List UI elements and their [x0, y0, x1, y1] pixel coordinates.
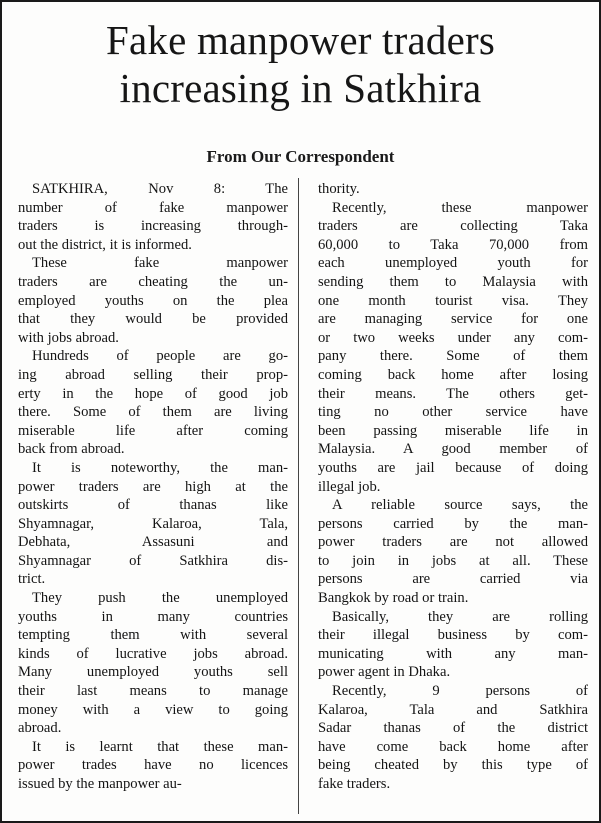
- right-column-text-line: municating with any man-: [318, 645, 588, 662]
- right-column-text-line: one month tourist visa. They: [318, 292, 588, 309]
- left-column-paragraph: [18, 180, 288, 254]
- column-divider: [298, 178, 299, 814]
- left-column-text-line: They push the unemployed: [32, 590, 288, 607]
- right-column-text-line: fake traders.: [318, 776, 391, 792]
- right-column-text-line: Recently, these manpower: [332, 199, 588, 216]
- left-column-text-line: Debhata, Assasuni and: [18, 534, 288, 551]
- right-column-text-line: illegal job.: [318, 478, 381, 495]
- right-column-text-line: been passing miserable life in: [318, 422, 588, 439]
- right-column-text-line: Kalaroa, Tala and Satkhira: [318, 701, 588, 718]
- headline-line-2: increasing in Satkhira: [119, 65, 482, 111]
- left-column-text-line: Shyamnagar, Kalaroa, Tala,: [18, 515, 288, 532]
- right-column-text-line: ting no other service have: [318, 404, 588, 421]
- left-column-text-line: Many unemployed youths sell: [18, 664, 288, 681]
- left-column: [18, 180, 288, 794]
- byline: From Our Correspondent: [206, 147, 395, 166]
- right-column-text-line: power traders are not allowed: [318, 534, 588, 551]
- left-column-text-line: Hundreds of people are go-: [32, 348, 288, 365]
- right-column-text-line: their means. The others get-: [318, 385, 588, 402]
- right-column-paragraph: [318, 199, 588, 497]
- left-column-text-line: power traders are high at the: [18, 478, 288, 495]
- left-column-paragraph: [18, 738, 288, 794]
- right-column-text-line: coming back home after losing: [318, 366, 588, 383]
- left-column-text-line: trict.: [18, 571, 46, 588]
- right-column-text-line: Recently, 9 persons of: [332, 683, 588, 700]
- right-column-text-line: each unemployed youth for: [318, 255, 588, 272]
- right-column-text-line: Sadar thanas of the district: [318, 720, 588, 737]
- right-column-paragraph: [318, 682, 588, 794]
- left-column-text-line: SATKHIRA, Nov 8: The: [32, 181, 288, 197]
- left-column-text-line: with jobs abroad.: [18, 329, 119, 346]
- left-column-text-line: employed youths on the plea: [18, 292, 288, 309]
- left-column-text-line: These fake manpower: [32, 255, 288, 272]
- left-column-text-line: It is noteworthy, the man-: [32, 459, 288, 476]
- left-column-text-line: traders are cheating the un-: [18, 273, 288, 290]
- left-column-paragraph: [18, 589, 288, 738]
- right-column-text-line: youths are jail because of doing: [318, 459, 588, 476]
- left-column-text-line: outskirts of thanas like: [18, 497, 288, 514]
- right-column-text-line: traders are collecting Taka: [318, 218, 588, 235]
- right-column-text-line: their illegal business by com-: [318, 627, 588, 644]
- left-column-text-line: power trades have no licences: [18, 757, 288, 774]
- left-column-paragraph: [18, 347, 288, 459]
- right-column-text-line: persons are carried via: [318, 571, 588, 588]
- right-column-text-line: Basically, they are rolling: [332, 608, 588, 625]
- right-column-text-line: Malaysia. A good member of: [318, 441, 588, 458]
- left-column-text-line: issued by the manpower au-: [18, 776, 182, 792]
- headline: [12, 16, 589, 112]
- right-column-paragraph: [318, 180, 588, 199]
- right-column-text-line: or two weeks under any com-: [318, 329, 588, 346]
- left-column-text-line: number of fake manpower: [18, 199, 288, 216]
- left-column-text-line: kinds of lucrative jobs abroad.: [18, 645, 288, 662]
- left-column-text-line: that they would be provided: [18, 311, 288, 328]
- right-column-paragraph: [318, 608, 588, 682]
- left-column-text-line: back from abroad.: [18, 441, 125, 458]
- left-column-text-line: It is learnt that these man-: [32, 738, 288, 755]
- left-column-text-line: erty in the hope of good job: [18, 385, 288, 402]
- left-column-text-line: miserable life after coming: [18, 422, 288, 439]
- right-column: [318, 180, 588, 794]
- right-column-text-line: Bangkok by road or train.: [318, 590, 469, 607]
- right-column-text-line: A reliable source says, the: [332, 497, 588, 514]
- headline-line-1: Fake manpower traders: [106, 17, 495, 63]
- left-column-text-line: tempting them with several: [18, 627, 288, 644]
- left-column-text-line: ing abroad selling their prop-: [18, 366, 288, 383]
- right-column-text-line: have come back home after: [318, 738, 588, 755]
- left-column-paragraph: [18, 254, 288, 347]
- left-column-text-line: their last means to manage: [18, 683, 288, 700]
- left-column-text-line: traders is increasing through-: [18, 218, 288, 235]
- left-column-text-line: out the district, it is informed.: [18, 236, 192, 253]
- right-column-text-line: power agent in Dhaka.: [318, 664, 451, 681]
- left-column-text-line: money with a view to going: [18, 701, 288, 718]
- right-column-paragraph: [318, 496, 588, 608]
- left-column-text-line: Shyamnagar of Satkhira dis-: [18, 552, 288, 569]
- left-column-text-line: abroad.: [18, 720, 62, 737]
- right-column-text-line: persons carried by the man-: [318, 515, 588, 532]
- right-column-text-line: 60,000 to Taka 70,000 from: [318, 236, 588, 253]
- left-column-text-line: youths in many countries: [18, 608, 288, 625]
- right-column-text-line: being cheated by this type of: [318, 757, 588, 774]
- left-column-paragraph: [18, 459, 288, 589]
- right-column-text-line: are managing service for one: [318, 311, 588, 328]
- right-column-text-line: pany there. Some of them: [318, 348, 588, 365]
- right-column-text-line: thority.: [318, 181, 360, 197]
- left-column-text-line: there. Some of them are living: [18, 404, 288, 421]
- right-column-text-line: to join in jobs at all. These: [318, 552, 588, 569]
- right-column-text-line: sending them to Malaysia with: [318, 273, 588, 290]
